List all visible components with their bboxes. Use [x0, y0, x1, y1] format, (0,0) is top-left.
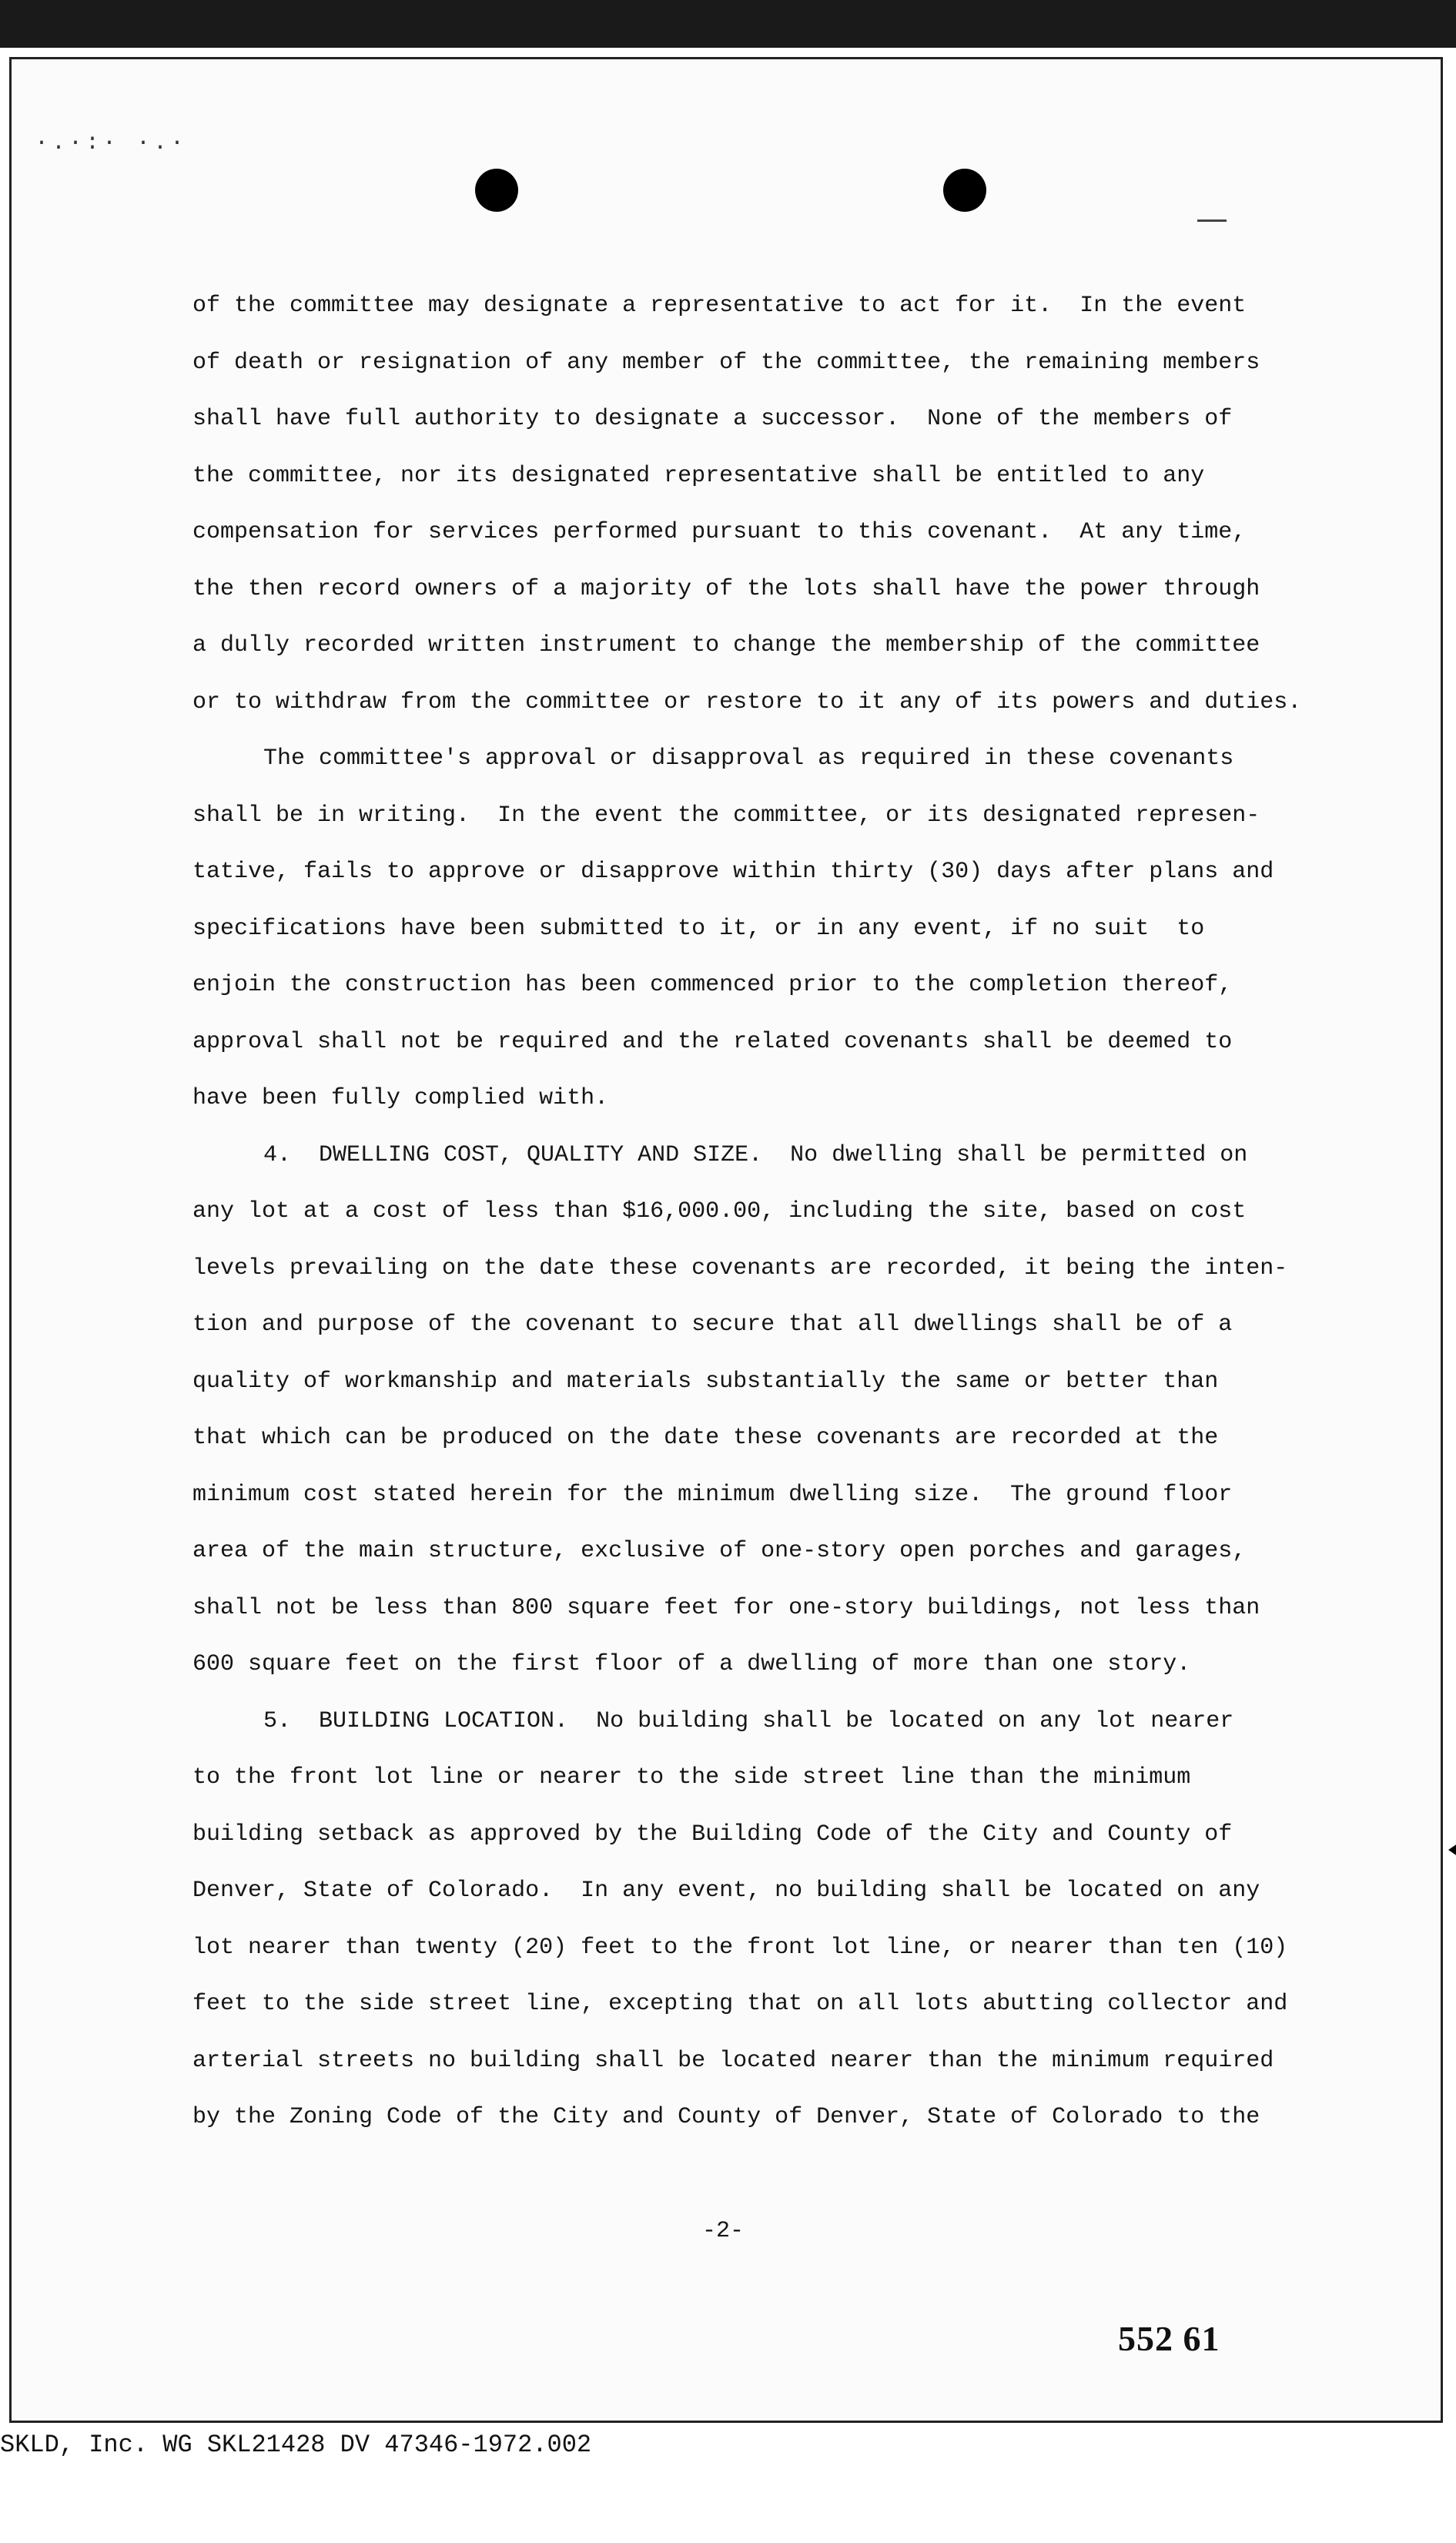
page-number: -2-: [702, 2218, 745, 2244]
text-line: a dully recorded written instrument to change the membership of the committee: [192, 632, 1260, 658]
text-line: tion and purpose of the covenant to secure that all dwellings shall be of a: [192, 1312, 1233, 1338]
paragraph-building-location: [192, 1706, 1394, 2159]
text-line: the committee, nor its designated representative shall be entitled to any: [192, 462, 1205, 489]
text-line: by the Zoning Code of the City and County of Denver, State of Colorado to the: [192, 2104, 1260, 2130]
text-line: enjoin the construction has been commenced prior to the completion thereof,: [192, 972, 1233, 998]
text-line: quality of workmanship and materials substantially the same or better than: [192, 1368, 1219, 1395]
text-line: 4. DWELLING COST, QUALITY AND SIZE. No dwelling shall be permitted on: [263, 1141, 1248, 1168]
paragraph-approval: [192, 743, 1394, 1140]
text-line: or to withdraw from the committee or restore to it any of its powers and duties.: [192, 689, 1302, 715]
text-line: to the front lot line or nearer to the side street line than the minimum: [192, 1764, 1191, 1791]
text-line: minimum cost stated herein for the minimum dwelling size. The ground floor: [192, 1481, 1233, 1508]
text-line: The committee's approval or disapproval as required in these covenants: [263, 745, 1234, 772]
page-edge-tab: [1448, 1838, 1456, 1861]
text-line: 600 square feet on the first floor of a dwelling of more than one story.: [192, 1651, 1191, 1677]
text-line: feet to the side street line, excepting that on all lots abutting collector and: [192, 1991, 1288, 2017]
text-line: approval shall not be required and the related covenants shall be deemed to: [192, 1028, 1233, 1055]
text-line: levels prevailing on the date these covenants are recorded, it being the inten-: [192, 1255, 1288, 1282]
text-line: shall be in writing. In the event the committee, or its designated represen-: [192, 802, 1260, 829]
text-line: specifications have been submitted to it, or in any event, if no suit to: [192, 915, 1205, 942]
text-line: shall have full authority to designate a successor. None of the members of: [192, 406, 1233, 432]
punch-hole-right: [943, 169, 986, 212]
text-line: lot nearer than twenty (20) feet to the front lot line, or nearer than ten (10): [192, 1934, 1288, 1961]
scan-top-border: [0, 0, 1456, 48]
book-page-stamp: 552 61: [1118, 2319, 1220, 2358]
text-line: of the committee may designate a representative to act for it. In the event: [192, 293, 1247, 319]
scan-speckles: ·.·:· ·.·: [35, 130, 188, 156]
scan-mark: [1197, 219, 1227, 222]
text-line: the then record owners of a majority of the lots shall have the power through: [192, 575, 1260, 602]
text-line: any lot at a cost of less than $16,000.00, including the site, based on cost: [192, 1198, 1247, 1225]
paragraph-committee: [192, 290, 1394, 743]
document-body: [192, 290, 1394, 2159]
document-footer: SKLD, Inc. WG SKL21428 DV 47346-1972.002: [0, 2431, 592, 2459]
punch-hole-left: [475, 169, 518, 212]
text-line: shall not be less than 800 square feet for one-story buildings, not less than: [192, 1594, 1260, 1621]
text-line: Denver, State of Colorado. In any event, no building shall be located on any: [192, 1878, 1260, 1904]
text-line: of death or resignation of any member of the committee, the remaining members: [192, 349, 1260, 376]
paragraph-dwelling-cost: [192, 1140, 1394, 1706]
text-line: 5. BUILDING LOCATION. No building shall be located on any lot nearer: [263, 1707, 1234, 1734]
text-line: that which can be produced on the date these covenants are recorded at the: [192, 1425, 1219, 1451]
text-line: building setback as approved by the Building Code of the City and County of: [192, 1821, 1233, 1848]
text-line: arterial streets no building shall be located nearer than the minimum required: [192, 2047, 1274, 2074]
text-line: tative, fails to approve or disapprove within thirty (30) days after plans and: [192, 859, 1274, 885]
text-line: compensation for services performed pursuant to this covenant. At any time,: [192, 519, 1247, 545]
text-line: have been fully complied with.: [192, 1085, 609, 1111]
text-line: area of the main structure, exclusive of one-story open porches and garages,: [192, 1538, 1247, 1564]
